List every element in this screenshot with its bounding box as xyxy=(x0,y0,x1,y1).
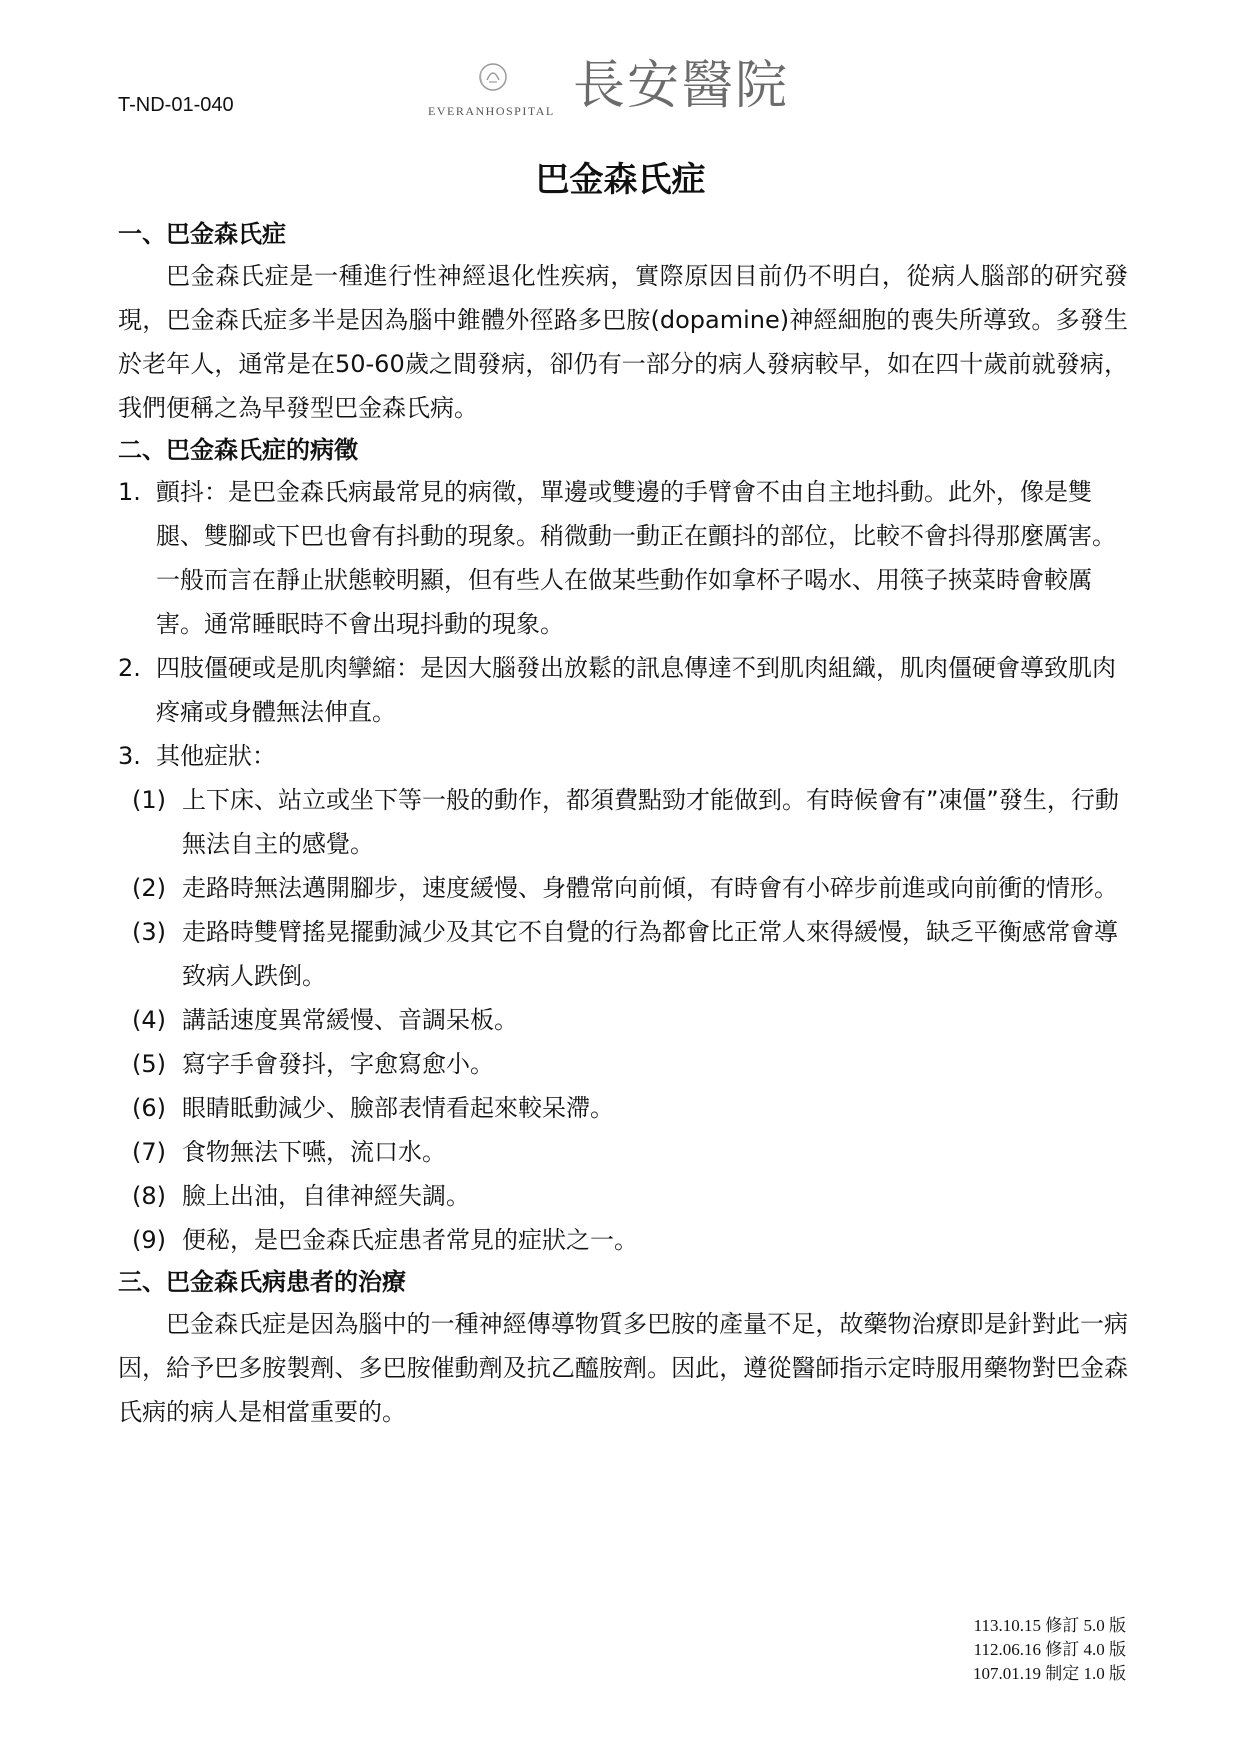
list-item-text: 其他症狀： xyxy=(156,742,276,770)
section-heading-1: 一、巴金森氏症 xyxy=(118,220,286,248)
revision-line: 113.10.15 修訂 5.0 版 xyxy=(973,1616,1126,1635)
sub-item-number: (8) xyxy=(132,1182,166,1210)
sub-item-number: (6) xyxy=(132,1094,166,1122)
sub-item-text: 眼睛眡動減少、臉部表情看起來較呆滯。 xyxy=(182,1094,614,1122)
sub-list-item xyxy=(132,1174,1128,1218)
sub-item-number: (3) xyxy=(132,918,166,946)
revision-line: 112.06.16 修訂 4.0 版 xyxy=(973,1640,1126,1659)
sub-item-text: 便秘，是巴金森氏症患者常見的症狀之一。 xyxy=(182,1226,638,1254)
sub-item-text: 走路時無法邁開腳步，速度緩慢、身體常向前傾，有時會有小碎步前進或向前衝的情形。 xyxy=(182,874,1118,902)
sub-item-number: (4) xyxy=(132,1006,166,1034)
document-body xyxy=(118,214,1128,1434)
sub-list-item xyxy=(132,998,1128,1042)
symptom-list xyxy=(118,470,1128,778)
sub-list-item xyxy=(132,1086,1128,1130)
sub-list-item xyxy=(132,1042,1128,1086)
sub-item-number: (2) xyxy=(132,874,166,902)
sub-list-item xyxy=(132,778,1128,866)
sub-list-item xyxy=(132,866,1128,910)
sub-item-text: 講話速度異常緩慢、音調呆板。 xyxy=(182,1006,518,1034)
list-item-text: 四肢僵硬或是肌肉攣縮：是因大腦發出放鬆的訊息傳達不到肌肉組織，肌肉僵硬會導致肌肉疼痛或身體無法伸直。 xyxy=(156,654,1116,726)
section-heading-3: 三、巴金森氏病患者的治療 xyxy=(118,1268,406,1296)
hospital-logo xyxy=(428,58,828,128)
page-title: 巴金森氏症 xyxy=(535,160,706,200)
other-symptoms-list xyxy=(118,778,1128,1262)
sub-item-number: (5) xyxy=(132,1050,166,1078)
list-item xyxy=(118,470,1128,646)
sub-item-text: 寫字手會發抖，字愈寫愈小。 xyxy=(182,1050,494,1078)
sub-item-text: 走路時雙臂搖晃擺動減少及其它不自覺的行為都會比正常人來得緩慢，缺乏平衡感常會導致病人跌倒。 xyxy=(182,918,1118,990)
sub-item-text: 上下床、站立或坐下等一般的動作，都須費點勁才能做到。有時候會有”凍僵”發生，行動無法自主的感覺。 xyxy=(182,786,1119,858)
revision-history xyxy=(973,1614,1126,1686)
list-item-number: 1. xyxy=(118,478,141,506)
list-item-text: 顫抖：是巴金森氏病最常見的病徵，單邊或雙邊的手臂會不由自主地抖動。此外，像是雙腿、雙腳或下巴也會有抖動的現象。稍微動一動正在顫抖的部位，比較不會抖得那麼厲害。一般而言在靜止狀態較明顯，但有些人在做某些動作如拿杯子喝水、用筷子挾菜時會較厲害。通常睡眠時不會出現抖動的現象。 xyxy=(156,478,1116,638)
list-item-number: 2. xyxy=(118,654,141,682)
logo-english-name: EVERANHOSPITAL xyxy=(428,104,555,118)
list-item xyxy=(118,646,1128,734)
sub-list-item xyxy=(132,910,1128,998)
sub-item-text: 食物無法下嚥，流口水。 xyxy=(182,1138,446,1166)
section-heading-2: 二、巴金森氏症的病徵 xyxy=(118,436,358,464)
sub-item-number: (9) xyxy=(132,1226,166,1254)
list-item xyxy=(118,734,1128,778)
sub-list-item xyxy=(132,1218,1128,1262)
hospital-emblem-icon xyxy=(476,60,510,94)
section-paragraph-3: 巴金森氏症是因為腦中的一種神經傳導物質多巴胺的產量不足，故藥物治療即是針對此一病因，給予巴多胺製劑、多巴胺催動劑及抗乙醯胺劑。因此，遵從醫師指示定時服用藥物對巴金森氏病的病人是相當重要的。 xyxy=(118,1310,1128,1426)
logo-chinese-name: 長安醫院 xyxy=(573,56,790,116)
sub-list-item xyxy=(132,1130,1128,1174)
section-paragraph-1: 巴金森氏症是一種進行性神經退化性疾病，實際原因目前仍不明白，從病人腦部的研究發現，巴金森氏症多半是因為腦中錐體外徑路多巴胺(dopamine)神經細胞的喪失所導致。多發生於老年人，通常是在50-60歲之間發病，卻仍有一部分的病人發病較早，如在四十歲前就發病，我們便稱之為早發型巴金森氏病。 xyxy=(118,262,1128,422)
sub-item-number: (1) xyxy=(132,786,166,814)
list-item-number: 3. xyxy=(118,742,141,770)
revision-line: 107.01.19 制定 1.0 版 xyxy=(973,1664,1126,1683)
sub-item-text: 臉上出油，自律神經失調。 xyxy=(182,1182,470,1210)
document-code: T-ND-01-040 xyxy=(118,94,234,116)
sub-item-number: (7) xyxy=(132,1138,166,1166)
